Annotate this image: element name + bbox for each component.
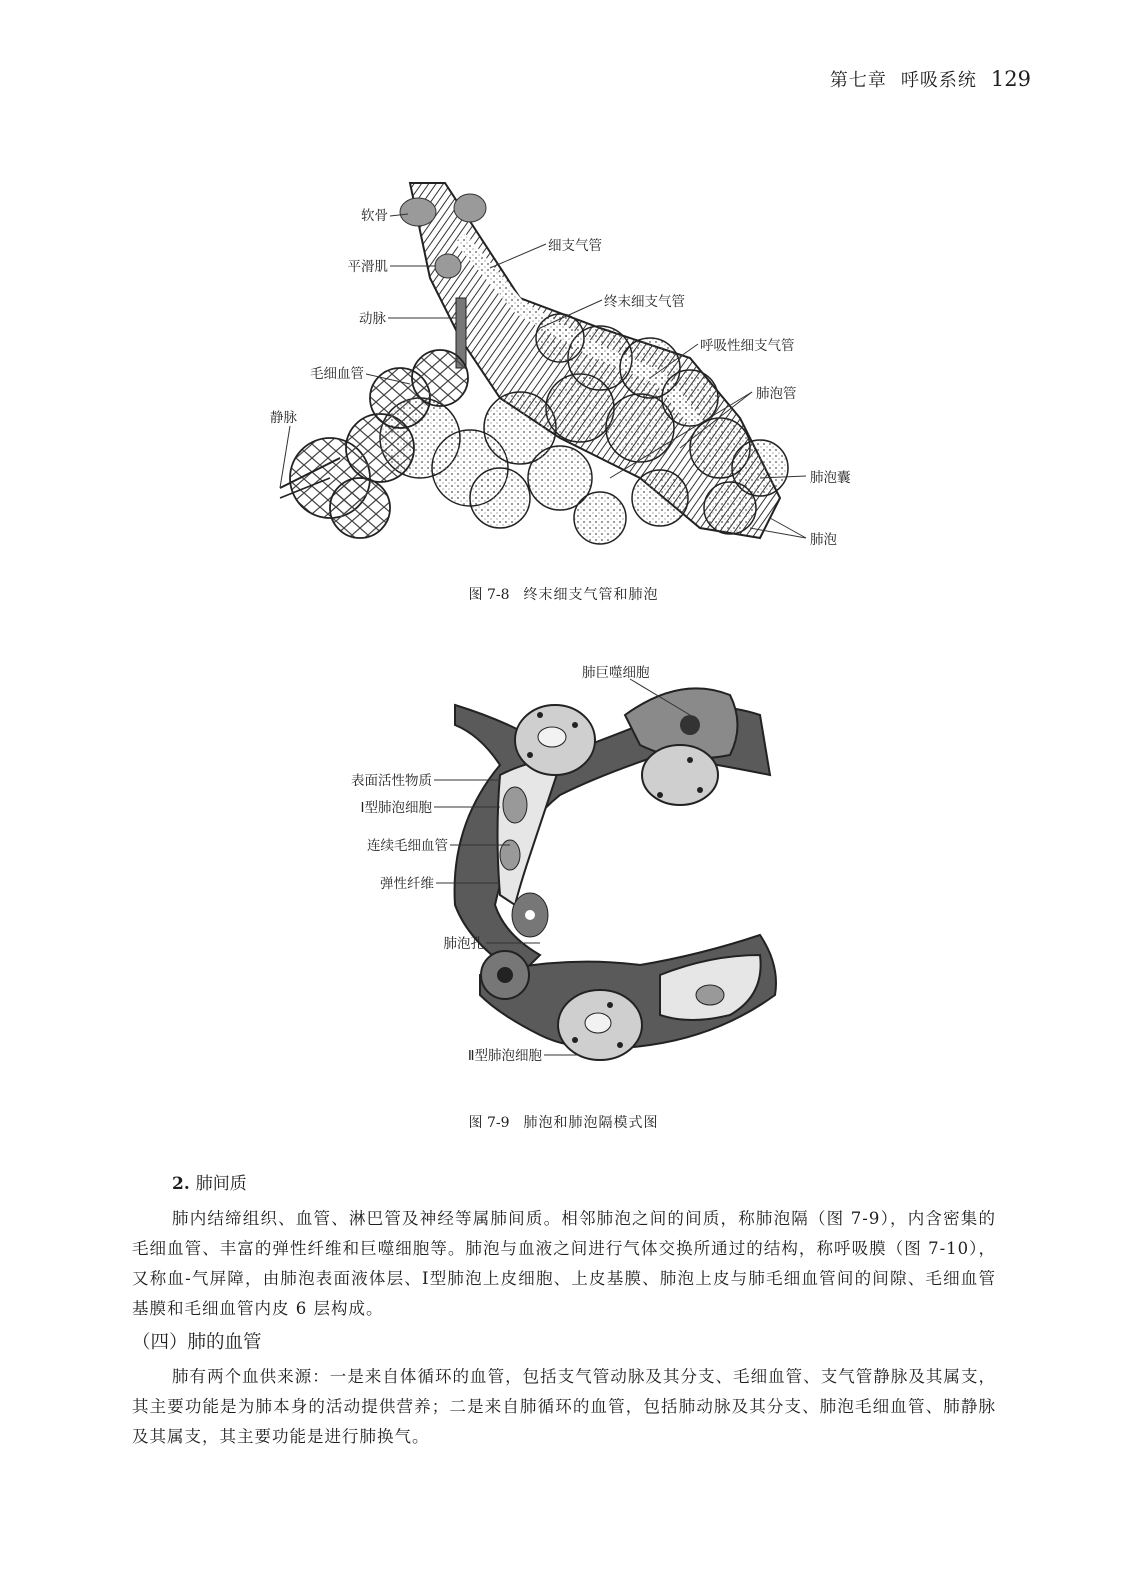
figure-7-9-title: 肺泡和肺泡隔模式图 [523,1115,659,1131]
label-capillary: 毛细血管 [310,366,364,382]
label-alveolus: 肺泡 [810,532,837,548]
label-vein: 静脉 [270,410,297,426]
page-number: 129 [990,67,1031,91]
subsection-heading-interstitium [172,1170,996,1198]
label-macrophage: 肺巨噬细胞 [582,665,650,681]
subsection-number: 2. [172,1174,190,1194]
figure-7-9-caption [0,1112,1127,1132]
body-text [132,1170,996,1452]
label-smooth-muscle: 平滑肌 [347,259,388,275]
label-artery: 动脉 [359,311,386,327]
figure-7-8-caption [0,584,1127,604]
label-alveolar-sac: 肺泡囊 [810,470,851,486]
figure-7-8-title: 终末细支气管和肺泡 [523,587,659,603]
label-continuous-capillary: 连续毛细血管 [367,838,448,854]
label-bronchiole: 细支气管 [548,238,602,254]
label-type1-cell: Ⅰ型肺泡细胞 [360,800,432,816]
figure-alveolar-septum [0,655,1127,1075]
label-cartilage: 软骨 [361,208,388,224]
chapter-title: 呼吸系统 [900,70,977,91]
label-elastic-fiber: 弹性纤维 [380,876,434,892]
subsection-title: 肺间质 [195,1174,247,1194]
label-alveolar-pore: 肺泡孔 [443,936,484,952]
running-header [830,66,1031,92]
terminal-bronchiole-illustration [0,178,1127,558]
label-respiratory-bronchiole: 呼吸性细支气管 [700,338,795,354]
paragraph-vessels: 肺有两个血供来源：一是来自体循环的血管，包括支气管动脉及其分支、毛细血管、支气管静脉及其属支，其主要功能是为肺本身的活动提供营养；二是来自肺循环的血管，包括肺动脉及其分支、肺泡毛细血管、肺静脉及其属支，其主要功能是进行肺换气。 [132,1367,996,1446]
alveolar-septum-illustration [0,655,1127,1075]
section-heading-vessels: （四）肺的血管 [132,1332,262,1353]
figure-7-8-number: 图 7-8 [468,587,510,603]
paragraph-interstitium: 肺内结缔组织、血管、淋巴管及神经等属肺间质。相邻肺泡之间的间质，称肺泡隔（图 7-9），内含密集的毛细血管、丰富的弹性纤维和巨噬细胞等。肺泡与血液之间进行气体交换所通过的结构，称呼吸膜（图 7-10），又称血-气屏障，由肺泡表面液体层、Ⅰ型肺泡上皮细胞、上皮基膜、肺泡上皮与肺毛细血管间的间隙、毛细血管基膜和毛细血管内皮 6 层构成。 [132,1209,996,1318]
label-type2-cell: Ⅱ型肺泡细胞 [467,1048,542,1064]
figure-7-9-number: 图 7-9 [468,1115,510,1131]
chapter-number: 第七章 [829,70,887,91]
label-terminal-bronchiole: 终末细支气管 [604,294,685,310]
label-surfactant: 表面活性物质 [351,773,432,789]
label-alveolar-duct: 肺泡管 [756,386,797,402]
figure-terminal-bronchiole [0,178,1127,558]
